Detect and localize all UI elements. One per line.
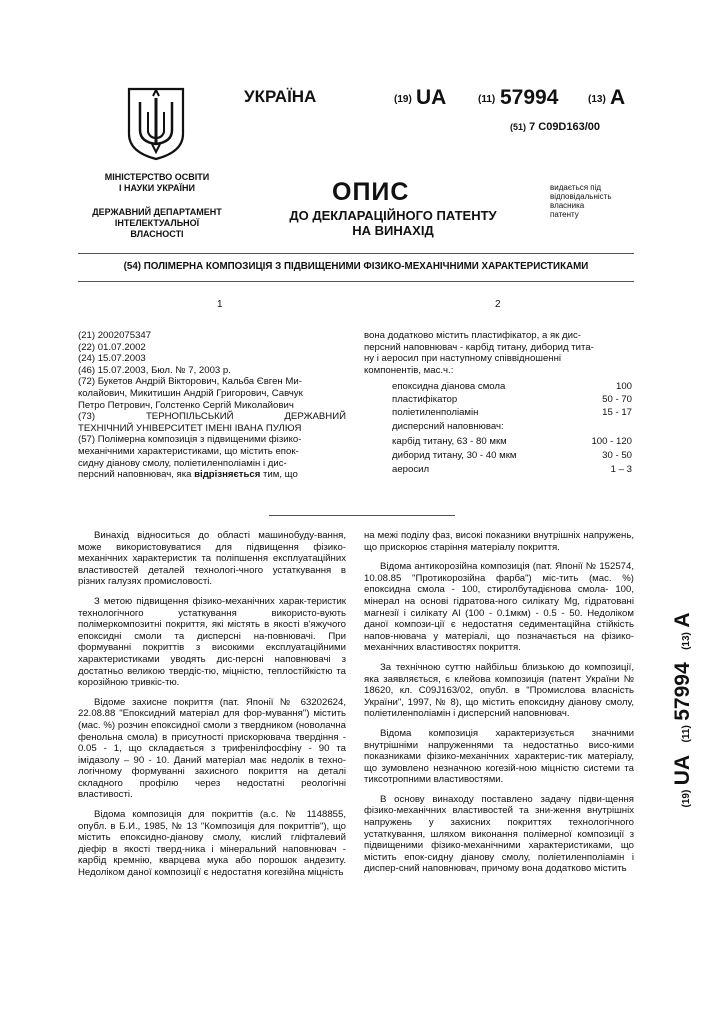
- claim-continuation: вона додатково містить пластифікатор, а як дис- персний наповнювач - карбід титану, диборид тита- ну і аеросил при наступному співвідношенні компонентів, мас.ч.:: [364, 330, 594, 376]
- composition-row: диборид титану, 30 - 40 мкм 30 - 50: [392, 450, 632, 461]
- paragraph: В основу винаходу поставлено задачу підви-щення фізико-механічних властивостей та зни-ження внутрішніх напружень у захисних покриттях технологічного устаткування, шляхом виконання полімерної композиції з підвищеними фізико-механічними характеристиками, що містить епок-сидну діанову смолу, поліетиленполіамін і диспер-сний наповнювач, причому вона додатково містить: [364, 793, 634, 875]
- issued-note: видається під відповідальність власника патенту: [550, 183, 612, 219]
- paragraph: Відома композиція характеризується значними внутрішніми напруженнями та недостатньо висо-кими показниками фізико-механічних характерис-тик матеріалу, що зумовлено незначною когезій-ною міцністю системи та тиксотропними властивостями.: [364, 727, 634, 786]
- column-number-right: 2: [495, 299, 501, 310]
- header-divider: [78, 253, 634, 254]
- doc-title: ОПИС: [332, 178, 410, 206]
- description-left-column: [78, 530, 346, 879]
- paragraph: За технічною суттю найбільш близькою до композиції, яка заявляється, є клейова композиція (патент України № 18620, кл. С09J163/02, опубл. в "Промислова власність України", 1997, № 8), що містить епоксидну діанову смолу, поліетиленполіамін і дисперсний наповнювач.: [364, 661, 634, 720]
- country-name: УКРАЇНА: [244, 87, 317, 106]
- description-right-column: [364, 530, 634, 875]
- composition-row: епоксидна діанова смола 100: [392, 381, 632, 392]
- patent-code-row: (19) UA (11) 57994 (13) A: [394, 86, 626, 109]
- department-label: ДЕРЖАВНИЙ ДЕПАРТАМЕНТ ІНТЕЛЕКТУАЛЬНОЇ ВЛАСНОСТІ: [92, 207, 222, 239]
- title-divider: [78, 281, 634, 282]
- paragraph: Відома композиція для покриттів (а.с. № 1148855, опубл. в Б.И., 1985, № 13 "Композиція для покриттів"), що містить епоксидно-діанову смолу, кислий гліфталевий діефір в якості тверд-ника і мінеральний наповнювач - карбід кремнію, кварцева мука або порошок андезиту. Недоліком даної композиції є недостатня когезійна міцність: [78, 809, 346, 879]
- composition-row: карбід титану, 63 - 80 мкм 100 - 120: [392, 436, 632, 447]
- paragraph: Відоме захисне покриття (пат. Японії № 63202624, 22.08.88 "Епоксидний матеріал для фор-мування") містить (мас. %) розчин епоксидної смоли з твердником (новолачна фенольна смола) в присутності прискорювача твердіння - 0.05 - 1, що складається з трифенілфосфіну - 90 та імідазолу – 90 - 10. Даний матеріал має недолік в техно-логічному формуванні захисного покриття на деталі складного профілю через недостатні реологічні властивості.: [78, 696, 346, 801]
- paragraph: Винахід відноситься до області машинобуду-вання, може використовуватися для підвищення фізико-механічних характеристик та поліпшення експлуатаційних властивостей деталей технологі-чного устаткування в різних галузях промисловості.: [78, 530, 346, 588]
- paragraph: З метою підвищення фізико-механічних харак-теристик технологічного устаткування використо-вують полімеркомпозитні покриття, які містять в якості в'яжучого епоксидні смоли та дисперсні на-повнювачі. При формуванні покриттів з високими експлуатаційними характеристиками уводять дис-персні наповнювачі з достатньо великою твердіс-тю, міцністю, теплостійкістю та корозійною тривкіс-тю.: [78, 595, 346, 689]
- paragraph: на межі поділу фаз, високі показники внутрішніх напружень, що прискорює старіння матеріалу покриття.: [364, 530, 634, 553]
- invention-title: (54) ПОЛІМЕРНА КОМПОЗИЦІЯ З ПІДВИЩЕНИМИ ФІЗИКО-МЕХАНІЧНИМИ ХАРАКТЕРИСТИКАМИ: [123, 261, 589, 272]
- composition-row: дисперсний наповнювач:: [392, 421, 504, 432]
- claims-separator: [269, 515, 455, 516]
- coat-of-arms-emblem: [126, 86, 186, 162]
- bibliographic-data: (21) 2002075347 (22) 01.07.2002 (24) 15.07.2003 (46) 15.07.2003, Бюл. № 7, 2003 р. (72) Букетов Андрій Вікторович, Кальба Євген Ми- колайович, Микитишин Андрій Григорович, Савчук Петро Петрович, Голстенко Сергій Миколайович (73) ТЕРНОПІЛЬСЬКИЙ ДЕРЖАВНИЙ ТЕХНІЧНИЙ УНІВЕРСИТЕТ ІМЕНІ ІВАНА ПУЛЮЯ (57) Полімерна композиція з підвищеними фізико- механічними характеристиками, що містить епок- сидну діанову смолу, поліетиленполіамін і дис- персний наповнювач, яка відрізняється тим, що: [78, 330, 346, 481]
- ministry-label: МІНІСТЕРСТВО ОСВІТИ І НАУКИ УКРАЇНИ: [104, 172, 210, 193]
- paragraph: Відома антикорозійна композиція (пат. Японії № 152574, 10.08.85 "Протикорозійна фарба") міс-тить (мас. %) епоксидна смола - 100, стиролбутадієнова смола- 100, мінерал на основі гідратова-ного силікату Mg, гідратовані магнезії і силікату Al (100 - 0.1мкм) - 0.5 - 50. Недоліком даної компози-ції є недостатня седиментаційна стійкість напов-нювача у матеріалі, що позначається на фізико-механічних властивостях покриття.: [364, 561, 634, 654]
- doc-subtitle: ДО ДЕКЛАРАЦІЙНОГО ПАТЕНТУ НА ВИНАХІД: [289, 208, 497, 238]
- composition-row: аеросил 1 – 3: [392, 464, 632, 475]
- composition-row: пластифікатор 50 - 70: [392, 394, 632, 405]
- side-patent-stamp: (19) UA (11) 57994 (13) A: [671, 612, 694, 808]
- column-number-left: 1: [217, 299, 223, 310]
- composition-table: [392, 381, 632, 481]
- ipc-code: (51) 7 C09D163/00: [510, 121, 601, 133]
- composition-row: поліетиленполіамін 15 - 17: [392, 407, 632, 418]
